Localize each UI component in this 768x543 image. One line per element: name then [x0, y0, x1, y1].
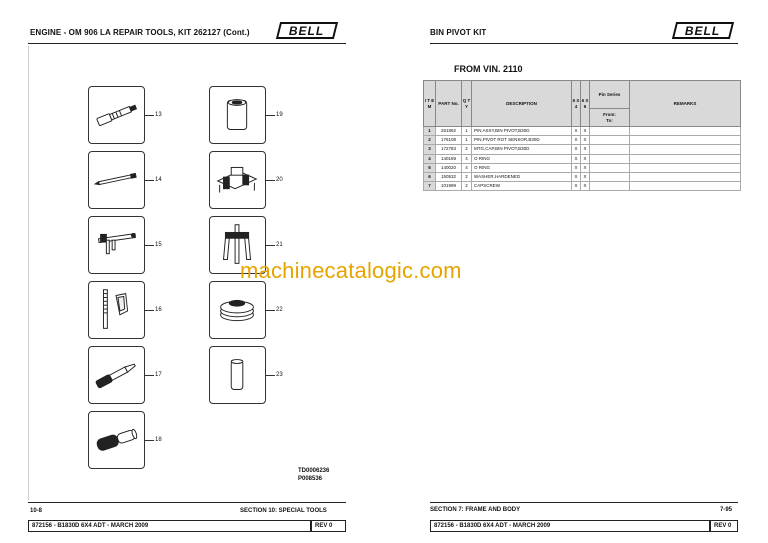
tool-23-box [209, 346, 266, 404]
leader-line [145, 375, 154, 376]
vin-subtitle: FROM VIN. 2110 [454, 64, 523, 74]
drawing-ref-2: P008536 [298, 476, 323, 482]
leader-line [266, 310, 275, 311]
tool-number: 14 [155, 177, 162, 183]
bell-logo: BELL [672, 22, 734, 39]
drift-punch-icon [89, 347, 144, 403]
col-item: I T E M [424, 81, 436, 127]
fixture-clamp-icon [210, 152, 265, 208]
tool-number: 13 [155, 112, 162, 118]
col-pin-series: Pin Series [590, 81, 630, 109]
leader-line [145, 310, 154, 311]
page-edge-line [28, 46, 29, 500]
col-6x6: 6 X 6 [581, 81, 590, 127]
col-part: PART No. [436, 81, 462, 127]
table-row: 2 176108 1 PIN,PIVOT ROT SENSOR,B30D X X [424, 136, 741, 145]
tool-number: 15 [155, 242, 162, 248]
tool-20-box [209, 151, 266, 209]
revision: REV 0 [710, 520, 738, 532]
page-title: ENGINE - OM 906 LA REPAIR TOOLS, KIT 262127 (Cont.) [30, 28, 250, 37]
drawing-ref-1: TD0006236 [298, 468, 330, 474]
table-row: 6 150532 2 WASHER,HARDENED X X [424, 172, 741, 181]
tool-14-box [88, 151, 145, 209]
header-rule [28, 43, 346, 44]
tool-number: 17 [155, 372, 162, 378]
tool-number: 19 [276, 112, 283, 118]
doc-id: 872156 - B1830D 6X4 ADT - MARCH 2009 [430, 520, 710, 532]
tool-16-box [88, 281, 145, 339]
col-remarks: REMARKS [630, 81, 741, 127]
puller-lever-icon [89, 217, 144, 273]
leader-line [145, 245, 154, 246]
leader-line [145, 180, 154, 181]
tool-number: 22 [276, 307, 283, 313]
revision: REV 0 [311, 520, 346, 532]
col-from-to: From: To: [590, 109, 630, 127]
page-number: 7-95 [720, 507, 733, 513]
tool-number: 21 [276, 242, 283, 248]
header-rule [430, 43, 738, 44]
page-number: 10-8 [30, 508, 43, 514]
bell-logo: BELL [276, 22, 338, 39]
table-row: 7 101999 2 CAPSCREW X X [424, 182, 741, 191]
leader-line [145, 115, 154, 116]
col-qty: Q T Y [462, 81, 472, 127]
table-row: 3 172783 2 MTG,CAP,BIN PIVOT,B30D X X [424, 145, 741, 154]
table-row: 4 140169 4 O RING X X [424, 154, 741, 163]
tool-15-box [88, 216, 145, 274]
watermark-text: machinecatalogic.com [240, 258, 462, 283]
section-label: SECTION 7: FRAME AND BODY [430, 507, 521, 513]
tool-number: 20 [276, 177, 283, 183]
leader-line [266, 245, 275, 246]
leader-line [266, 180, 275, 181]
page-title: BIN PIVOT KIT [430, 28, 487, 37]
plug-cylinder-icon [210, 347, 265, 403]
tool-18-box [88, 411, 145, 469]
tool-number: 18 [155, 437, 162, 443]
leader-line [266, 375, 275, 376]
doc-id: 872156 - B1830D 6X4 ADT - MARCH 2009 [28, 520, 311, 532]
col-description: DESCRIPTION [472, 81, 572, 127]
footer-rule [28, 502, 346, 503]
leader-line [266, 115, 275, 116]
tool-19-box [209, 86, 266, 144]
section-label: SECTION 10: SPECIAL TOOLS [240, 508, 327, 514]
tool-17-box [88, 346, 145, 404]
tool-22-box [209, 281, 266, 339]
table-row: 1 261892 1 PIN ASSY,BIN PIVOT,B30D X X [424, 127, 741, 136]
leader-line [145, 440, 154, 441]
screwdriver-bit-icon [89, 87, 144, 143]
bracket-rod-icon [89, 282, 144, 338]
sleeve-mandrel-icon [89, 412, 144, 468]
tool-number: 23 [276, 372, 283, 378]
tool-13-box [88, 86, 145, 144]
footer-rule [430, 502, 738, 503]
tool-number: 16 [155, 307, 162, 313]
bushing-cylinder-icon [210, 87, 265, 143]
col-6x4: 6 X 4 [572, 81, 581, 127]
rod-pin-icon [89, 152, 144, 208]
table-row: 5 140020 4 O RING X X [424, 163, 741, 172]
parts-table [423, 80, 741, 191]
pulley-disc-icon [210, 282, 265, 338]
